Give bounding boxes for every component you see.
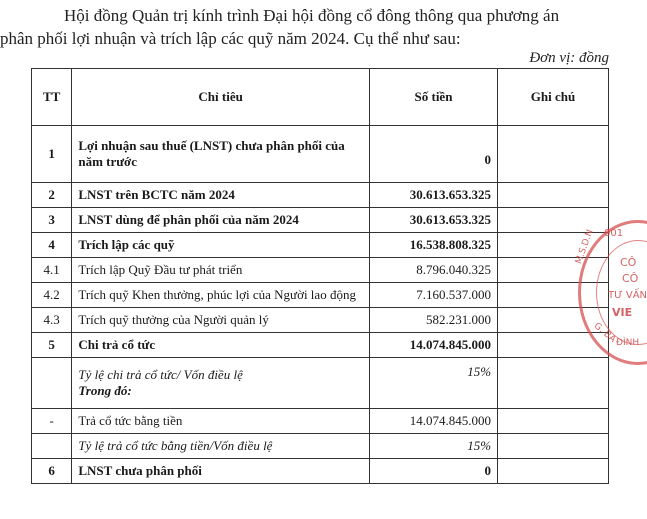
row-amount: 30.613.653.325 — [369, 183, 497, 208]
row-amount: 15% — [369, 358, 497, 409]
stamp-bottom-left-text: G. BA — [591, 321, 618, 345]
row-tt: 6 — [32, 459, 72, 484]
row-tt: - — [32, 409, 72, 434]
row-name: Trả cổ tức bằng tiền — [72, 409, 370, 434]
row-name: LNST dùng để phân phối của năm 2024 — [72, 208, 370, 233]
row-amount: 14.074.845.000 — [369, 333, 497, 358]
row-tt: 5 — [32, 333, 72, 358]
row-amount: 14.074.845.000 — [369, 409, 497, 434]
table-row — [32, 308, 609, 333]
row-name: LNST trên BCTC năm 2024 — [72, 183, 370, 208]
row-note — [498, 459, 609, 484]
row-name: Trích quỹ Khen thưởng, phúc lợi của Người lao động — [72, 283, 370, 308]
row-tt: 4.1 — [32, 258, 72, 283]
intro-line-2: phân phối lợi nhuận và trích lập các quỹ năm 2024. Cụ thể như sau: — [0, 29, 461, 48]
table-row — [32, 183, 609, 208]
table-row — [32, 409, 609, 434]
row-tt: 4.2 — [32, 283, 72, 308]
row-name: Trích lập các quỹ — [72, 233, 370, 258]
row-tt: 2 — [32, 183, 72, 208]
row-name: Tỷ lệ trả cổ tức bằng tiền/Vốn điều lệ — [72, 434, 370, 459]
row-tt — [32, 434, 72, 459]
header-name: Chỉ tiêu — [72, 69, 370, 126]
table-row — [32, 283, 609, 308]
row-amount: 0 — [369, 459, 497, 484]
table-row — [32, 258, 609, 283]
row-tt: 3 — [32, 208, 72, 233]
stamp-left-text: M.S.D.N — [574, 228, 596, 266]
stamp-line-3: TƯ VẤN — [608, 290, 647, 301]
row-amount: 8.796.040.325 — [369, 258, 497, 283]
stamp-bottom-text: ĐÌNH — [616, 338, 640, 348]
row-note — [498, 333, 609, 358]
stamp-line-2: CÔ — [622, 272, 639, 285]
table-row — [32, 126, 609, 183]
row-note — [498, 258, 609, 283]
row-name: Lợi nhuận sau thuế (LNST) chưa phân phối của năm trước — [72, 126, 370, 183]
stamp-line-4: VIE — [612, 306, 633, 319]
row-note — [498, 126, 609, 183]
row-note — [498, 283, 609, 308]
row-name: Trích lập Quỹ Đầu tư phát triển — [72, 258, 370, 283]
header-tt: TT — [32, 69, 72, 126]
unit-label: Đơn vị: đồng — [529, 50, 609, 66]
row-name — [72, 358, 370, 409]
row-name: Chi trả cổ tức — [72, 333, 370, 358]
table-row — [32, 233, 609, 258]
row-amount: 15% — [369, 434, 497, 459]
row-note — [498, 409, 609, 434]
row-tt: 4.3 — [32, 308, 72, 333]
intro-paragraph — [0, 4, 640, 50]
row-note — [498, 434, 609, 459]
table-row — [32, 358, 609, 409]
row-amount: 7.160.537.000 — [369, 283, 497, 308]
row-tt: 4 — [32, 233, 72, 258]
row-amount: 30.613.653.325 — [369, 208, 497, 233]
profit-distribution-table — [31, 68, 609, 484]
intro-line-1: Hội đồng Quản trị kính trình Đại hội đồng cổ đông thông qua phương án — [64, 6, 560, 25]
row-tt: 1 — [32, 126, 72, 183]
row-name-subheading: Trong đó: — [78, 383, 132, 398]
row-name: LNST chưa phân phối — [72, 459, 370, 484]
table-row — [32, 434, 609, 459]
row-note — [498, 208, 609, 233]
table-header-row — [32, 69, 609, 126]
row-note — [498, 358, 609, 409]
table-row — [32, 333, 609, 358]
row-amount: 582.231.000 — [369, 308, 497, 333]
row-amount: 16.538.808.325 — [369, 233, 497, 258]
stamp-number: 001 — [604, 228, 624, 239]
table-row — [32, 459, 609, 484]
row-note — [498, 183, 609, 208]
header-note: Ghi chú — [498, 69, 609, 126]
row-name-ratio: Tỷ lệ chi trả cổ tức/ Vốn điều lệ — [78, 367, 243, 382]
row-amount: 0 — [369, 126, 497, 183]
header-amount: Số tiền — [369, 69, 497, 126]
stamp-line-1: CÔ — [620, 256, 637, 269]
table-row — [32, 208, 609, 233]
row-name: Trích quỹ thưởng của Người quản lý — [72, 308, 370, 333]
row-tt — [32, 358, 72, 409]
